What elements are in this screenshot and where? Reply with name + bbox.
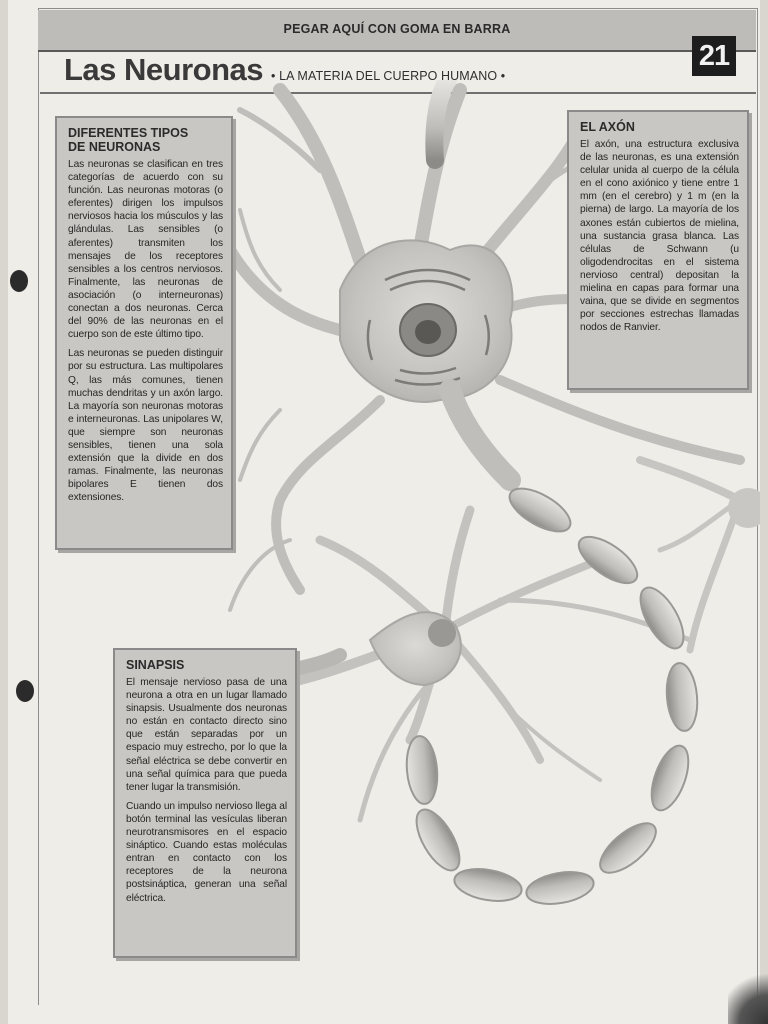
page-subtitle: • LA MATERIA DEL CUERPO HUMANO • (271, 69, 506, 83)
box-sinapsis (113, 648, 297, 958)
box-sinapsis-title: SINAPSIS (126, 658, 185, 672)
box-sinapsis-paragraph-2: Cuando un impulso nervioso llega al botón terminal las vesículas liberan neurotransmisores en el espacio sináptico. Cuando estas moléculas entran en contacto con los receptores de la neurona postsináptica, generan una señal eléctrica. (126, 800, 287, 904)
binder-hole (10, 270, 28, 292)
box-axon-paragraph: El axón, una estructura exclusiva de las neuronas, es una extensión celular unida al cuerpo de la célula en el cono axiónico y tiene entre 1 mm (en el cerebro) y 1 m (en la pierna) de largo. La mayoría de los axones están cubiertos de mielina, una sustancia grasa blanca. Las células de Schwann (u oligodendrocitas en el sistema nervioso central) depositan la mielina en capas para formar una vaina, que se divide en segmentos por secciones estrechas llamadas nodos de Ranvier. (580, 139, 739, 334)
box-tipos-title-line1: DIFERENTES TIPOS (68, 126, 189, 140)
paste-label: PEGAR AQUÍ CON GOMA EN BARRA (283, 22, 511, 36)
paste-bar (38, 10, 756, 52)
box-tipos-paragraph-1: Las neuronas se clasifican en tres categorías de acuerdo con su función. Las neuronas motoras (o eferentes) dirigen los impulsos nerviosos hacia los músculos y las glándulas. Las sensibles (o aferentes) transmiten los mensajes de los receptores sensibles a los centros nerviosos. Finalmente, las neuronas de asociación (o interneuronas) conectan a dos neuronas. Cerca del 90% de las neuronas en el cuerpo son de este último tipo. (68, 159, 223, 341)
page-corner-shadow (728, 964, 768, 1024)
lower-nucleus (428, 619, 456, 647)
binder-hole (16, 680, 34, 702)
lower-neuron-dendrites (300, 510, 690, 820)
page-title: Las Neuronas (64, 52, 264, 87)
box-tipos-neuronas (55, 116, 233, 550)
box-tipos-title (68, 126, 223, 154)
nucleolus (415, 320, 441, 344)
box-axon (567, 110, 749, 390)
box-sinapsis-paragraph-1: El mensaje nervioso pasa de una neurona a otra en un lugar llamado sinapsis. Usualmente dos neuronas no están en contacto directo sino que están separadas por un espacio muy estrecho, por lo que la señal eléctrica se debe convertir en una señal química para que pueda tener lugar la transmisión. (126, 677, 287, 793)
axon-hillock (450, 390, 510, 480)
page-number: 21 (692, 36, 736, 76)
myelin-sheath (404, 480, 700, 909)
box-axon-title: EL AXÓN (580, 120, 635, 134)
box-tipos-paragraph-2: Las neuronas se pueden distinguir por su estructura. Las multipolares Q, las más comunes, tienen muchas dendritas y un axón largo. La mayoría son neuronas motoras e interneuronas. Las unipolares W, que siempre son neuronas sensibles, tienen una sola extensión que la divide en dos ramas. Finalmente, las neuronas bipolares E tienen dos extensiones. (68, 348, 223, 504)
box-tipos-title-line2: DE NEURONAS (68, 140, 161, 154)
